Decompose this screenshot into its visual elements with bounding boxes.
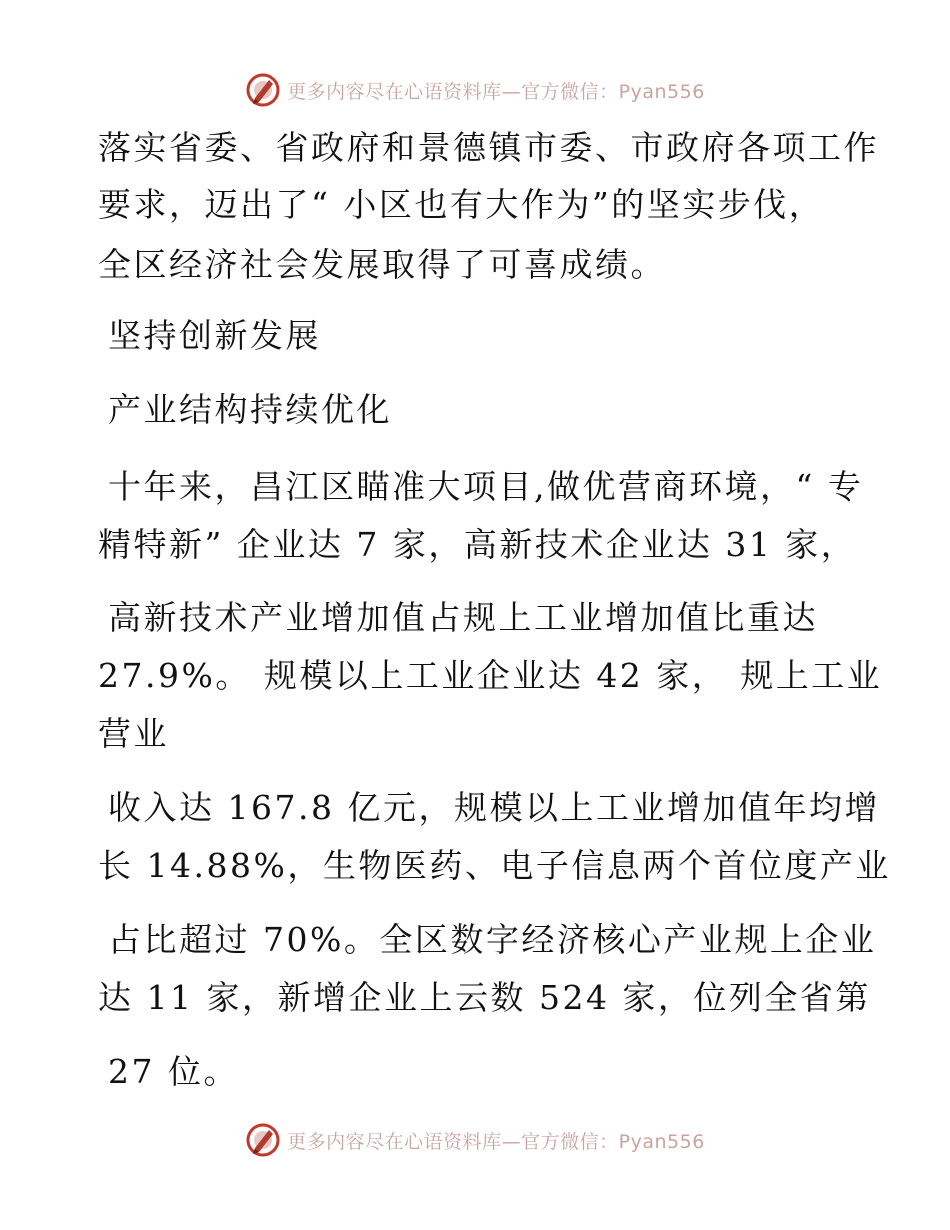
body-line-13: 占比超过 70%。全区数字经济核心产业规上企业 [108, 920, 877, 959]
pen-logo-icon [245, 1122, 281, 1158]
body-line-14: 达 11 家，新增企业上云数 524 家，位列全省第 [98, 978, 871, 1017]
body-line-15: 27 位。 [108, 1052, 239, 1091]
footer-watermark [0, 1120, 950, 1160]
body-line-6: 十年来，昌江区瞄准大项目,做优营商环境，“ 专 [108, 467, 864, 506]
watermark-text: 更多内容尽在心语资料库—官方微信：Pyan556 [287, 1130, 705, 1153]
watermark-text: 更多内容尽在心语资料库—官方微信：Pyan556 [287, 80, 705, 103]
body-line-1: 落实省委、省政府和景德镇市委、市政府各项工作 [98, 128, 879, 167]
pen-logo-icon [245, 72, 281, 108]
header-watermark [0, 70, 950, 110]
body-line-2: 要求，迈出了“ 小区也有大作为”的坚实步伐， [98, 185, 825, 224]
body-line-8: 高新技术产业增加值占规上工业增加值比重达 [108, 598, 818, 637]
body-line-9: 27.9%。 规模以上工业企业达 42 家， 规上工业 [98, 656, 883, 695]
body-line-3: 全区经济社会发展取得了可喜成绩。 [98, 245, 666, 284]
body-line-11: 收入达 167.8 亿元，规模以上工业增加值年均增 [108, 788, 880, 827]
body-line-10: 营业 [98, 714, 169, 753]
subsection-heading: 产业结构持续优化 [108, 390, 392, 429]
body-line-7: 精特新” 企业达 7 家，高新技术企业达 31 家， [98, 525, 857, 564]
body-line-12: 长 14.88%，生物医药、电子信息两个首位度产业 [98, 846, 891, 885]
section-heading: 坚持创新发展 [108, 316, 321, 355]
